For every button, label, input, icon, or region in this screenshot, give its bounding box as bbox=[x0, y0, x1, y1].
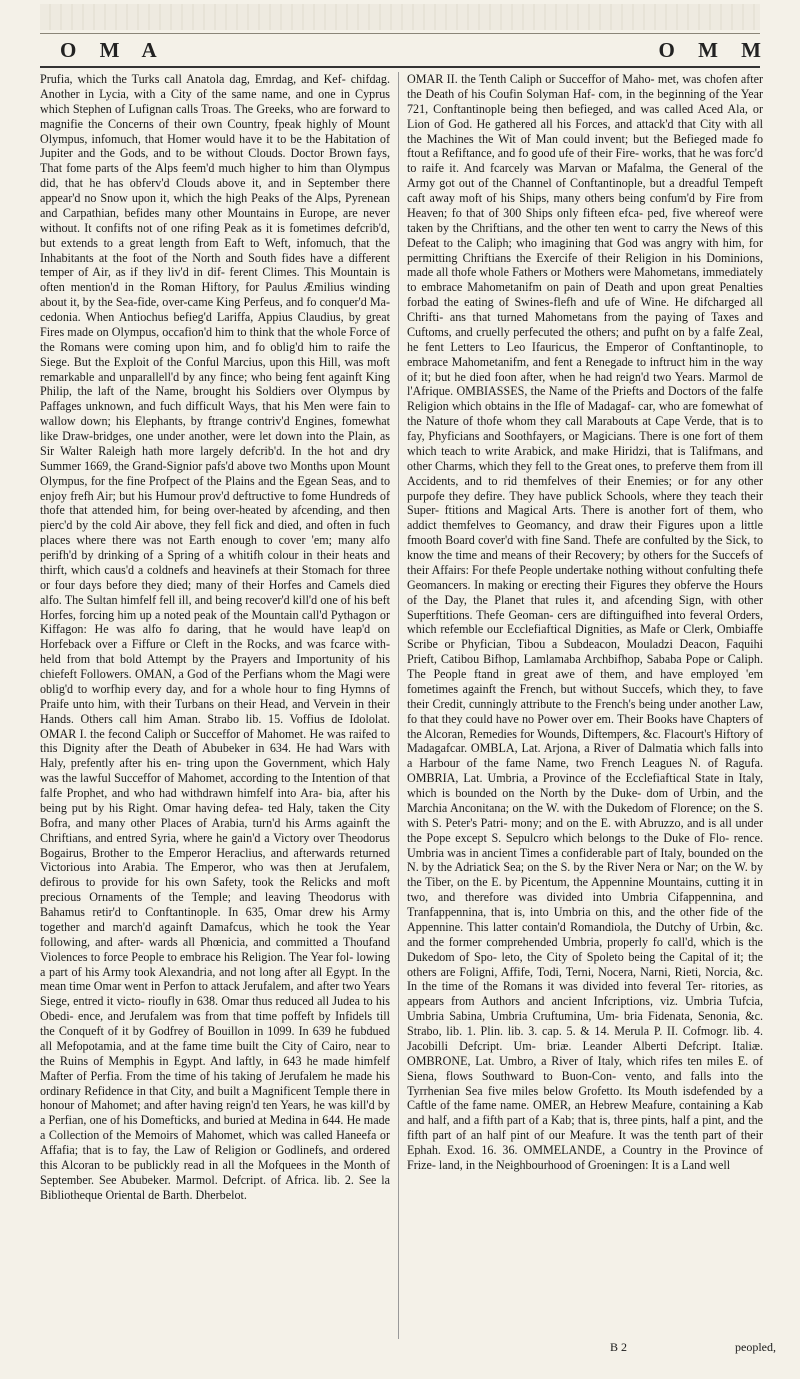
running-head-left: O M A bbox=[60, 38, 166, 62]
left-column-text: Prufia, which the Turks call Anatola dag, Emrdag, and Kef- chifdag. Another in Lycia, with a City of the same name, and one in Cyprus which Stephen of Lufignan calls Troas. The Greeks, who are forward to magnifie the Concerns of their own Country, fpeak highly of Mount Olympus, infomuch, that Homer would have it to be the Habitation of Jupiter and the Gods, and to be without Clouds. Doctor Brown fays, That fome parts of the Alps feem'd much higher to him than Olympus did, that he has obferv'd Clouds above it, and in September there appear'd no Snow upon it, which the high Peaks of the Alps, Pyrenean and Carpathian, befides many other Mountains in Europe, are never without. It confifts not of one rifing Peak as it is fometimes defcrib'd, but extends to a great length from Eaft to Weft, infomuch, that the Inhabitants at the foot of the North and South fides have a different temper of Air, as if they liv'd in dif- ferent Climes. This Mountain is often mention'd in the Roman Hiftory, for Paulus Æmilius winding about it, by the Sea-fide, over-came King Perfeus, and fo conquer'd Ma- cedonia. When Antiochus befieg'd Lariffa, Appius Claudius, by great Fires made on Olympus, occafion'd him to think that the whole Force of the Romans were coming upon him, and fo oblig'd him to raife the Siege. But the Exploit of the Conful Marcius, upon this Hill, was moft remarkable and unparallell'd by any fince; who being fent againft King Philip, the laft of the Name, brought his Soldiers over Olympus by Paffages unknown, and fuch difficult Ways, that his Men were fain to wallow down; his Elephants, by ftrange contriv'd Engines, fomewhat like Draw-bridges, one under another, were let down into the Plain, as Sir Walter Raleigh hath more largely defcrib'd. In the hot and dry Summer 1669, the Grand-Signior pafs'd above two Months upon Mount Olympus, for the fine Profpect of the Plains and the Egean Seas, and to enjoy frefh Air; but his Humour prov'd deftructive to fome Hundreds of thofe that attended him, for being over-heated by afcending, and then pierc'd by the cold Air above, they fell fick and died, and often in fuch places where there was not Earth enough to cover 'em; many alfo perifh'd by drinking of a Spring of a whitifh colour in their heats and thirft, which caus'd a coldnefs and heavinefs at their Stomach for three or four days before they died; many of their Horfes and Camels died alfo. The Sultan himfelf fell ill, and being recover'd kill'd one of his beft Horfes, forcing him up a noted peak of the Mountain call'd Pythagon or Kiffagon: He was alfo fo daring, that he would have leap'd on Horfeback over a Fiffure or Cleft in the Rocks, and was fcarce with-held from that bold Attempt by the Prayers and Importunity of his chiefeft Followers. OMAN, a God of the Perfians whom the Magi were oblig'd to worfhip every day, and for a whole hour to fing Hymns of Praife unto him, with their Turbans on their Head, and Vervein in their Hands. Others call him Aman. Strabo lib. 15. Voffius de Idololat. OMAR I. the fecond Caliph or Succeffor of Mahomet. He was raifed to this Dignity after the Death of Abubeker in 634. He had Wars with Haly, prefently after his en- tring upon the Government, which Haly was the lawful Succeffor of Mahomet, according to the Intention of that falfe Prophet, and who had withdrawn himfelf into Ara- bia, after his being put by his Right. Omar having defea- ted Haly, taken the City Bofra, and many other Places of Arabia, turn'd his Arms againft the Chriftians, and entred Syria, where he gain'd a Victory over Theodorus Bogairus, Brother to the Emperor Heraclius, and afterwards returned Victorious into Arabia. The Emperor, who was then at Jerufalem, defirous to provide for his own Safety, took the Relicks and moft precious Ornaments of the Temple; and leaving Theodorus with Bahamus retir'd to Conftantinople. In 635, Omar drew his Army together and march'd againft Damafcus, which he took the Year following, and after- wards all Phœnicia, and committed a Thoufand Violences to force People to embrace his Religion. The Year fol- lowing a part of his Army took Alexandria, and not long after all Egypt. In the mean time Omar went in Perfon to attack Jerufalem, and after two Years Siege, entred it victo- rioufly in 638. Omar thus reduced all Judea to his Obedi- ence, and Jerufalem was from that time poffeft by Infidels till the Conqueft of it by Godfrey of Bouillon in 1099. In 639 he fubdued all Mefopotamia, and at the fame time built the City of Cairo, near to the Ruins of Memphis in Egypt. And laftly, in 643 he made himfelf Mafter of Perfia. From the time of his taking of Jerufalem he made his ordinary Refidence in that City, and built a Magnificent Temple there in honour of Mahomet; and after having reign'd ten Years, he was kill'd by a Perfian, one of his Domefticks, and buried at Medina in 644. He made a Collection of the Memoirs of Mahomet, which was called Haneefa or Affafia; that is to fay, the Law of Religion or Godlinefs, and ordered this Alcoran to be publickly read in all the Mofquees in the Month of September. See Abubeker. Marmol. Defcript. of Africa. lib. 2. See la Bibliotheque Oriental de Barth. Dherbelot. bbox=[40, 72, 390, 1202]
header-rule bbox=[40, 66, 760, 68]
signature-mark: B 2 bbox=[610, 1340, 628, 1354]
right-column bbox=[407, 72, 763, 1173]
catchword: peopled, bbox=[735, 1340, 776, 1354]
header-ornament bbox=[40, 4, 760, 30]
left-column bbox=[40, 72, 390, 1203]
header-ornament-line bbox=[40, 33, 760, 34]
running-head-right: O M M bbox=[658, 38, 770, 62]
right-column-text: OMAR II. the Tenth Caliph or Succeffor of Maho- met, was chofen after the Death of his Coufin Solyman Haf- com, in the beginning of the Year 721, Conftantinople being then befieged, and was called Aced Ala, or Lion of God. He gathered all his Forces, and attack'd that City with all the Machines the Wit of Man could invent; but the Befieged made fo ftout a Refiftance, and fo good ufe of their Fire- works, that he was forc'd to raife it. And fcarcely was Marvan or Mafalma, the General of the Army got out of the Channel of Conftantinople, but a dreadful Tempeft caft away moft of his Ships, many others being confum'd by Fire from Heaven; fo that of 300 Ships only fifteen efca- ped, five whereof were taken by the Chriftians, and the other ten went to carry the News of this Defeat to the Caliph; who imagining that God was angry with him, for permitting Chriftians the Exercife of their Religion in his Dominions, made all thofe whole Fathers or Mothers were Mahometans, immediately to embrace Mahometanifm on pain of Death and upon great Penalties forbad the eating of Swines-flefh and ufe of Wine. He difcharged all Chrifti- ans that turned Mahometans from the paying of Taxes and Cuftoms, and cruelly perfecuted the others; and pufht on by a falfe Zeal, he fent Letters to Leo Ifauricus, the Emperor of Conftantinople, to embrace Mahometanifm, and fent a Renegade to inftruct him in the way of it; but he died foon after, when he had reign'd two Years. Marmol de l'Afrique. OMBIASSES, the Name of the Priefts and Doctors of the falfe Religion which obtains in the Ifle of Madagaf- car, who are fomewhat of the Nature of thofe whom they call Marabouts at Cape Verde, that is to fay, Phyficians and Soothfayers, or Magicians. There is one fort of them which teach to write Arabick, and make Hiridzi, that is Talifmans, and other Charms, which they fell to the Great ones, to preferve them from ill Accidents, and to rid themfelves of their Enemies; or for any other purpofe they defire. They have publick Schools, where they teach their Super- ftitions and Magical Arts. There is another fort of them, who addict themfelves to Geomancy, and draw their Figures upon a little fmooth Board cover'd with fine Sand. Thefe are confulted by the Sick, to know the time and means of their Recovery; by others for the Succefs of their Affairs: For thefe People undertake nothing without confulting thefe Geomancers. In making or erecting their Figures they obferve the Hours of the Day, the Planet that rules it, and afcending Sign, with other Superftitions. Thefe Geoman- cers are diftinguifhed into feveral Orders, which refemble our Ecclefiaftical Dignities, as Mafe or Clerk, Ombiaffe Scribe or Phyfician, Tibou a Subdeacon, Mouladzi Deacon, Faquihi Prieft, Catibou Bifhop, Lamlamaba Archbifhop, Sababa Pope or Caliph. The People ftand in great awe of them, and have employed 'em fometimes againft the French, but without Succefs, which they, to fave their Credit, cunningly attribute to the French's being under another Law, fo that they could have no Power over em. Their Books have Chapters of the Alcoran, Remedies for Wounds, Diftempers, &c. Flacourt's Hiftory of Madagafcar. OMBLA, Lat. Arjona, a River of Dalmatia which falls into a Harbour of the fame Name, two French Leagues N. of Ragufa. OMBRIA, Lat. Umbria, a Province of the Ecclefiaftical State in Italy, which is bounded on the North by the Duke- dom of Urbin, and the Marchia Anconitana; on the W. with the Dukedom of Florence; on the S. with S. Peter's Patri- mony; and on the E. with Abruzzo, and is all under the Pope except S. Sepulcro which belongs to the Duke of Flo- rence. Umbria was in ancient Times a confiderable part of Italy, bounded on the N. by the Adriatick Sea; on the S. by the River Nera or Nar; on the W. by the Tiber, on the E. by Picentum, the Appennine Mountains, cutting it in two, and therefore was divided into Umbria Cifappennina, and Tranfappennina, that is, into Umbria on this, and the other fide of the Appennine. This latter contain'd Romandiola, the Dutchy of Urbin, &c. and the former comprehended Umbria, properly fo call'd, which is the Dukedom of Spo- leto, the City of Spoleto being the Capital of it; the others are Foligni, Affife, Todi, Terni, Nocera, Narni, Rieti, Norcia, &c. In the time of the Romans it was divided into feveral Ter- ritories, as appears from Authors and ancient Infcriptions, viz. Umbria Tufcia, Umbria Sabina, Umbria Cruftumina, Um- bria Fidenata, Senonia, &c. Strabo, lib. 1. Plin. lib. 3. cap. 5. & 14. Merula P. II. Cofmogr. lib. 4. Jacobilli Defcript. Um- briæ. Leander Alberti Defcript. Italiæ. OMBRONE, Lat. Umbro, a River of Italy, which rifes ten miles E. of Siena, flows Southward to Buon-Con- vento, and falls into the Tyrrhenian Sea five miles below Grofetto. Its Mouth isdefended by a Caftle of the fame name. OMER, an Hebrew Meafure, containing a Kab and half, and a fifth part of a Kab; that is, three pints, half a pint, and the fifth part of an half pint of our Meafure. It was the tenth part of their Ephah. Exod. 16. 36. OMMELANDE, a Country in the Province of Frize- land, in the Neighbourhood of Groeningen: It is a Land well bbox=[407, 72, 763, 1172]
column-divider bbox=[398, 72, 399, 1339]
